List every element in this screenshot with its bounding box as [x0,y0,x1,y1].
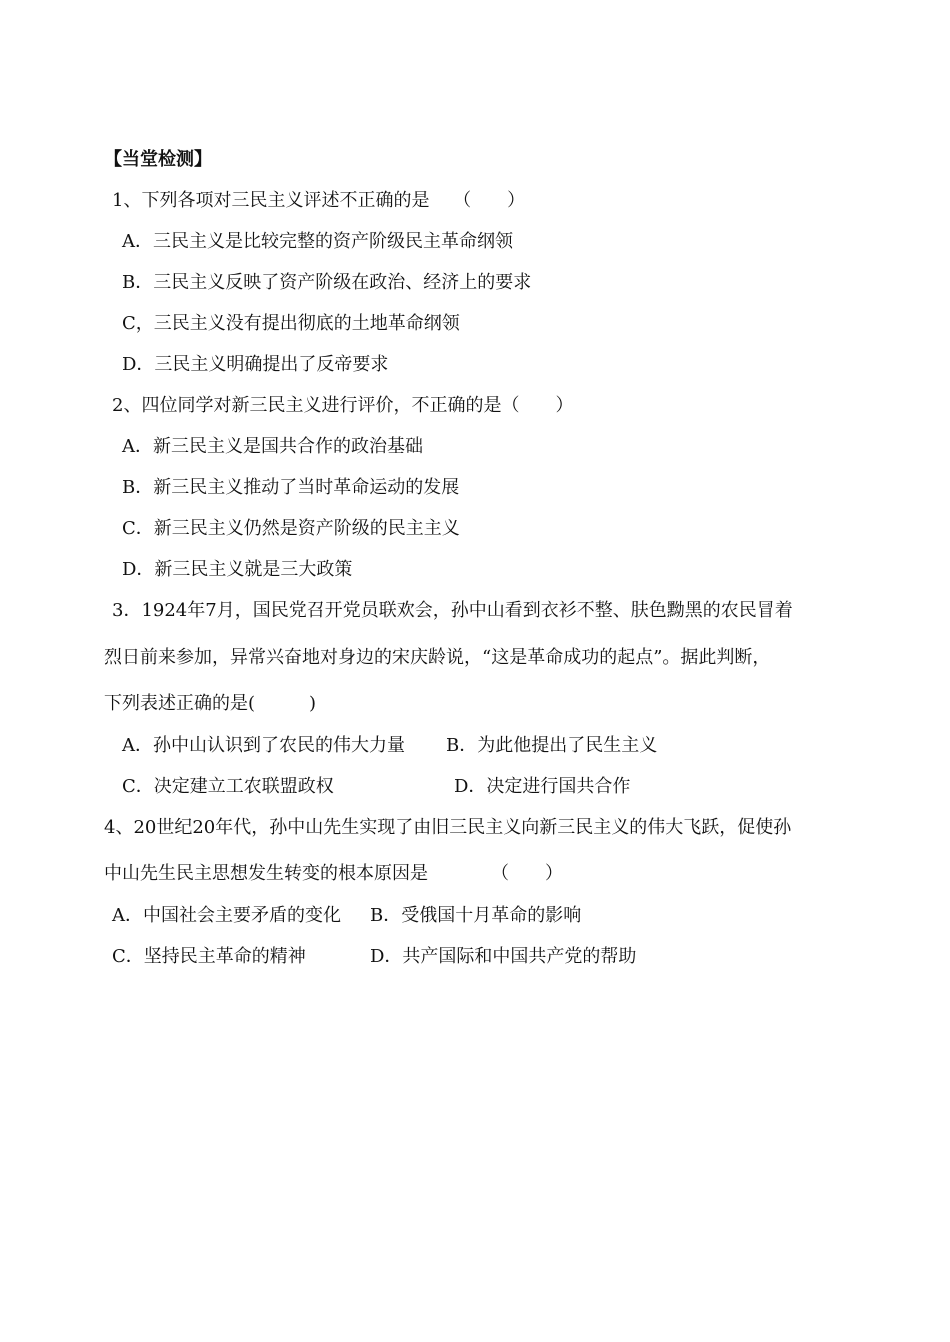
question-1-stem: 1、下列各项对三民主义评述不正确的是 （ ） [112,190,526,211]
question-3-option-c: C．决定建立工农联盟政权 [122,776,334,797]
question-3-stem-line-1: 3．1924年7月，国民党召开党员联欢会，孙中山看到衣衫不整、肤色黝黑的农民冒着 [112,600,793,621]
question-1-option-d: D．三民主义明确提出了反帝要求 [122,354,389,375]
question-4-option-a: A．中国社会主要矛盾的变化 [112,905,341,926]
question-1-option-b: B．三民主义反映了资产阶级在政治、经济上的要求 [122,272,532,293]
question-4-stem-line-1: 4、20世纪20年代，孙中山先生实现了由旧三民主义向新三民主义的伟大飞跃，促使孙 [104,817,792,838]
question-4-stem-line-2: 中山先生民主思想发生转变的根本原因是 （ ） [104,863,563,884]
question-2-stem: 2、四位同学对新三民主义进行评价，不正确的是（ ） [112,395,574,416]
question-3-stem-line-2: 烈日前来参加，异常兴奋地对身边的宋庆龄说，“这是革命成功的起点”。据此判断， [104,647,771,668]
question-2-option-c: C．新三民主义仍然是资产阶级的民主主义 [122,518,460,539]
question-4-option-d: D．共产国际和中国共产党的帮助 [370,946,637,967]
question-3-stem-line-3: 下列表述正确的是( ) [104,693,317,714]
question-4-option-b: B．受俄国十月革命的影响 [370,905,582,926]
question-2-option-a: A．新三民主义是国共合作的政治基础 [122,436,423,457]
question-1-option-c: C，三民主义没有提出彻底的土地革命纲领 [122,313,460,334]
question-2-option-d: D．新三民主义就是三大政策 [122,559,353,580]
question-3-option-d: D．决定进行国共合作 [454,776,631,797]
question-2-option-b: B．新三民主义推动了当时革命运动的发展 [122,477,460,498]
question-3-option-a: A．孙中山认识到了农民的伟大力量 [122,735,405,756]
question-3-option-b: B．为此他提出了民生主义 [446,735,658,756]
section-title: 【当堂检测】 [104,149,212,170]
question-1-option-a: A．三民主义是比较完整的资产阶级民主革命纲领 [122,231,513,252]
question-4-option-c: C．坚持民主革命的精神 [112,946,306,967]
